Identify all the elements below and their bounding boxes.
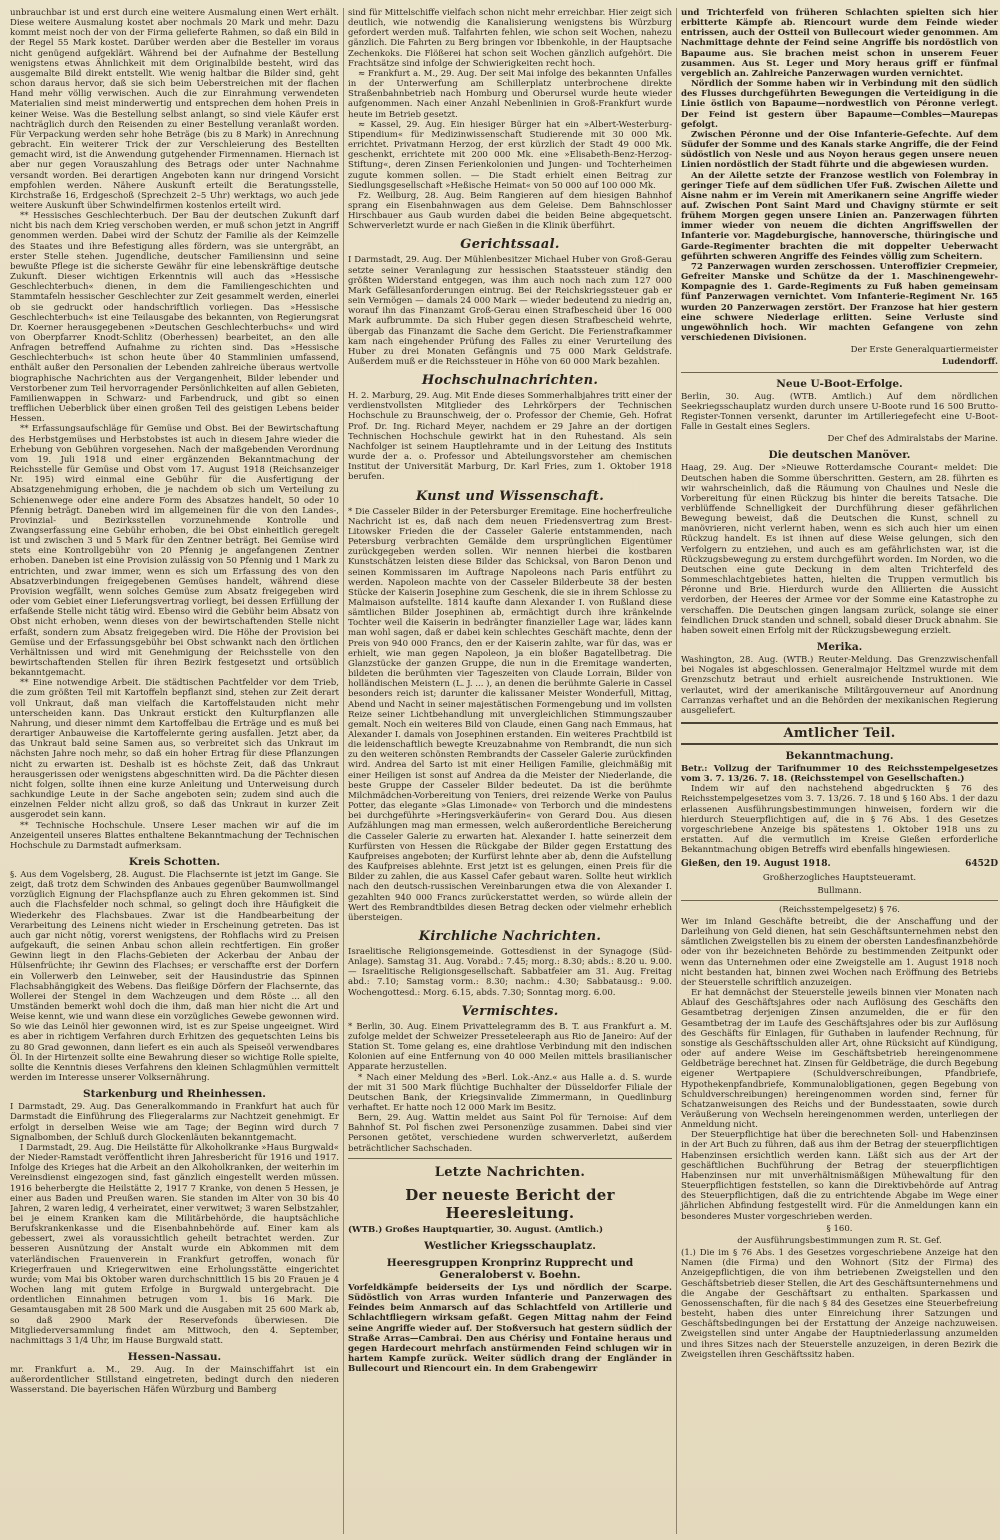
section-heading-starkenburg: Starkenburg und Rheinhessen. [83, 1088, 266, 1101]
article-technische-hochschule: ** Technische Hochschule. Unsere Leser machen wir auf die im Anzeigenteil unseres Blattes enthaltene Bekanntmachung der Technischen Hochschule zu Darmstadt aufmerksam. [10, 820, 339, 851]
subheading-westlicher-kriegsschauplatz: Westlicher Kriegsschauplatz. [424, 1239, 596, 1252]
section-heading-kunst: Kunst und Wissenschaft. [415, 488, 605, 504]
article-somme: Nördlich der Somme haben wir in Verbindung mit den südlich des Flusses durchgeführten Bewegungen die Verteidigung in die Linie östlich von Bapaume—nordwestlich von Péronne verlegt. Der Feind ist gestern über Bapaume—Combles—Maurepas gefolgt. [681, 79, 998, 130]
article-geschlechterbuch: ** Hessisches Geschlechterbuch. Der Bau der deutschen Zukunft darf nicht bis nach dem Krieg verschoben werden, er muß schon jetzt in Angriff genommen werden. Dabei wird der Schutz der Familie als der Keimzelle des Staates und ihre Befestigung alles fördern, was sie untergräbt, an erster Stelle stehen. Jugendliche, deutscher Familiensinn und seine bewußte Pflege ist die sicherste Gewähr für eine lebenskräftige deutsche Zukunft. Dieser wichtigen Erkenntnis will auch das »Hessische Geschlechterbuch« dienen, in dem die Familiengeschichten und Stammtafeln hessischer Geschlechter zur Zeit gesammelt werden, einerlei ob sie gedruckt oder handschriftlich vorliegen. Das »Hessische Geschlechterbuch« ist eine Teilausgabe des bekannten, von Regierungsrat Dr. Koerner herausgegebenen »Deutschen Geschlechterbuchs« und wird von Oberpfarrer Knodt-Schlitz (Oberhessen) bearbeitet, an den alle Anfragen betreffend Aufnahme zu richten sind. Das »Hessische Geschlechterbuch« ist schon heute über 40 Stammlinien umfassend, enthält außer den Personalien der Lebenden zahlreiche überaus wertvolle biographische Nachrichten aus der Vergangenheit, Bilder lebender und Verstorbener zum Teil hervorragender Persönlichkeiten auf allen Gebieten, Familienwappen in Schwarz- und Farbendruck, und gibt so einen trefflichen Ueberblick über einen großen Teil des geistigen Lebens beider Hessen. [10, 211, 339, 425]
article-frankfurt-mainschiffahrt: mr. Frankfurt a. M., 29. Aug. In der Mainschiffahrt ist ein außerordentlicher Stillstand eingetreten, bedingt durch den niederen Wasserstand. Die bayerischen Häfen Würzburg und Bamberg [10, 1365, 339, 1396]
article-darmstadt-fliegeralarm: I Darmstadt, 29. Aug. Das Generalkommando in Frankfurt hat auch für Darmstadt die Einführung des Fliegeralarms zur Nachtzeit genehmigt. Er erfolgt in derselben Weise wie am Tage; der Beginn wird durch 7 Signalbomben, der Schluß durch Glockenläuten bekanntgemacht. [10, 1102, 339, 1143]
heading-bekanntmachung: Bekanntmachung. [785, 749, 894, 762]
section-heading-merika: Merika. [816, 641, 863, 654]
notice-body: Indem wir auf den nachstehend abgedruckten § 76 des Reichsstempelgesetzes vom 3. 7. 13/26. 7. 18 und § 160 Abs. 1 der dazu erlassenen Ausführungsbestimmungen hinweisen, fordern wir die hierdurch Steuerpflichtigen auf, die in § 76 Abs. 1 des Gesetzes vorgeschriebene Anzeige bis spätestens 1. Oktober 1918 uns zu erstatten. Auf die vermutlich im Kreise Gießen erforderliche Bekanntmachung obigen Betreffs wird ebenfalls hingewiesen. [681, 784, 998, 856]
headline-heeresleitung: Der neueste Bericht der Heeresleitung. [405, 1185, 615, 1222]
notice-place-date: Gießen, den 19. August 1918. [681, 859, 831, 870]
divider [681, 900, 998, 901]
notice-number: 6452D [965, 859, 998, 870]
subheading-heeresgruppen: Heeresgruppen Kronprinz Rupprecht und Generaloberst v. Boehn. [386, 1256, 634, 1281]
law-subheading: der Ausführungsbestimmungen zum R. St. Gef. [737, 1235, 942, 1246]
signature-hauptsteueramt: Großherzogliches Hauptsteueramt. [762, 873, 917, 884]
section-heading-amtlicher-teil: Amtlicher Teil. [783, 725, 896, 741]
section-heading-manoever: Die deutschen Manöver. [768, 449, 911, 462]
column-middle [343, 8, 672, 1534]
notice-date-row [681, 859, 998, 869]
article-vogelsberg: §. Aus dem Vogelsberg, 28. August. Die Flachsernte ist jetzt im Gange. Sie zeigt, daß trotz dem Schwinden des Anbaues gegenüber Baumwollmangel vorzüglich Eignung der Flachspflanze auch zu Ehren gekommen ist. Sind auch die Flachsfelder noch schmal, so gelingt doch ihre Häufigkeit die Wiederkehr des Flachsbaues. Zwar ist die Handbearbeitung der Verarbeitung des Leinens nicht wieder in Erscheinung getreten. Das ist auch gar nicht nötig, vorerst wenigstens, der Rohflachs wird zu Preisen aufgekauft, die seinen Anbau schon allein rechtfertigen. Ein großer Gewinn liegt in den Flachs-Gebieten der Ackerbau der Anbau der Hülsenfrüchte; ihr Gewinn des Flachses; er verschaffte erst der Dorfern ein Vollerwerb den Leinweber, seit der Hausindustrie das Spinnen Flachsabhängigkeit des Webens. Das fleißige Dörfern der Flachsernte, das Wollerei der Stengel in dem Wachzeugen und dem Röste ... all den Umständen bemerkt wohl doch die ihm, daß man hier nicht die Art und Weise kennt, wie und wann diese ein vorzügliches Gewebe gewonnen wird. So wie das Leinöl hier gewonnen wird, ist es zur Speise ungeeignet. Wird es aber in richtigem Verfahren durch Erhitzen des gequetschten Leins bis zu 80 Grad gewonnen, dann liefert es ein auch als Speiseöl verwendbares Öl. In der Hirtenzeit sollte eine Bewahrung dieser so wichtige Rolle spielte, sollte die Kenntnis dieses Verfahrens den kleinen Schlagmühlen vermittelt werden im Interesse unserer Volksernährung. [10, 869, 339, 1084]
law-paragraph: Er hat demnächst der Steuerstelle jeweils binnen vier Monaten nach Ablauf des Geschäftsjahres oder nach Auflösung des Geschäfts den Gesamtbetrag derjenigen Zinsen anzumelden, die er für den Gesamtbetrag der im Laufe des Geschäftsjahres oder bis zur Auflösung des Geschäfts für Einlagen, für Guthaben in laufender Rechnung, für sonstige als Geschäftsschulden aller Art, ohne Rücksicht auf Kündigung, oder auf andere Weise im Geschäftsbetrieb hereingenommene Geldbeträge berechnet hat. Zinsen für Geldbeträge, die durch Begebung eigener Wertpapiere (Schuldverschreibungen, Pfandbriefe, Hypothekenpfandbriefe, Kommunalobligationen, gegen Begebung von Schuldverschreibungen) hereingenommen worden sind, ferner für Schatzanweisungen des Reichs und der Bundesstaaten, sowie durch Veräußerung von Wechseln hereingenommen werden, unterliegen der Anmeldung nicht. [681, 988, 998, 1131]
article-vorfeldkaempfe: Vorfeldkämpfe beiderseits der Lys und nördlich der Scarpe. Südöstlich von Arras wurden Infanterie und Panzerwagen des Feindes beim Anmarsch auf das Schlachtfeld von Artillerie und Schlachtfliegern wirksam gefaßt. Gegen Mittag nahm der Feind seine Angriffe wieder auf. Der Stoßversuch hat gestern südlich der Straße Arras—Cambrai. Den aus Chérisy und Fontaine heraus und gegen Hardecourt mehrfach anstürmenden Feind schlugen wir in hartem Kampfe zurück. Weiter südlich drang der Engländer in Bullecourt und Riencourt ein. In dem Grabengewirr [348, 1282, 672, 1375]
article-religionsgemeinde: Israelitische Religionsgemeinde. Gottesdienst in der Synagoge (Süd-Anlage). Samstag 31. Aug. Vorabd.: 7.45; morg.: 8.30; abds.: 8.20 u. 9.00. — Israelitische Religionsgesellschaft. Sabbatfeier am 31. Aug. Freitag abd.: 7.10; Samstag vorm.: 8.30; nachm.: 4.30; Sabbatausg.: 9.00. Wochengottesd.: Morg. 6.15, abds. 7.30; Sonntag morg. 6.00. [348, 946, 672, 998]
article-trichterfeld: und Trichterfeld von früheren Schlachten spielten sich hier erbitterte Kämpfe ab. Riencourt wurde dem Feinde wieder entrissen, auch der Ostteil von Bullecourt wieder genommen. Am Nachmittage dehnte der Feind seine Angriffe bis nordöstlich von Bapaume aus. Sie brachen meist schon in unserem Feuer zusammen. Aus St. Leger und Mory heraus griff er fünfmal vergeblich an. Zahlreiche Panzerwagen wurden vernichtet. [681, 8, 998, 79]
section-heading-kirchliche: Kirchliche Nachrichten. [418, 928, 602, 944]
article-weilburg: Fz. Weilburg, 28. Aug. Beim Rangieren auf dem hiesigen Bahnhof sprang ein Eisenbahnwagen aus dem Geleise. Dem Bahnschlosser Hirschbauer aus Gaub wurden dabei die beiden Beine abgequetscht. Schwerverletzt wurde er nach Gießen in die Klinik überführt. [348, 190, 672, 232]
signature-admiralstab: Der Chef des Admiralstabs der Marine. [827, 434, 998, 445]
section-heading-hochschulnachrichten: Hochschulnachrichten. [421, 373, 599, 389]
article-gericht-huber: I Darmstadt, 29. Aug. Der Mühlenbesitzer Michael Huber von Groß-Gerau setzte seiner Veranlagung zur hessischen Staatssteuer ständig den größten Widerstand entgegen, was ihm auch noch nach zum 127 000 Mark Gefällesanforderungen eintrug. Bei der Reichskriegssteuer gab er sein Vermögen — damals 24 000 Mark — wieder bedeutend zu niedrig an, worauf ihn das Finanzamt Groß-Gerau einen Strafbescheid über 16 000 Mark aufbrummte. Da sich Huber gegen diesen Strafbescheid wehrte, übergab das Finanzamt die Sache dem Gericht. Die Ferienstrafkammer kam nach eingehender Prüfung des Falles zu einer Verurteilung des Huber zu drei Monaten Gefängnis und 75 000 Mark Geldstrafe. Außerdem muß er die Reichssteuer in Höhe von 60 000 Mark bezahlen. [348, 255, 672, 367]
law-heading-160: § 160. [826, 1223, 853, 1234]
law-paragraph: Der Steuerpflichtige hat über die berechneten Soll- und Habenzinsen in der Art Buch zu führen, daß aus ihm der Betrag der steuerpflichtigen Habenzinsen ersichtlich werden kann. Läßt sich aus der Art der geschäftlichen Buchführung der Betrag der steuerpflichtigen Habenzinsen nur mit unverhältnismäßigen Mühewaltung für den Steuerpflichtigen feststellen, so kann die Direktivbehörde auf Antrag des Steuerpflichtigen, daß die zu entrichtende Abgabe im Wege einer jährlichen Abfindung festgestellt wird. Für die Anmeldungen kann ein besonderes Muster vorgeschrieben werden. [681, 1130, 998, 1222]
article-halle: * Nach einer Meldung des »Berl. Lok.-Anz.« aus Halle a. d. S. wurde der mit 31 500 Mark flüchtige Buchhalter der Düsseldorfer Filiale der Deutschen Bank, der Kriegsinvalide Zimmermann, in Quedlinburg verhaftet. Er hatte noch 12 000 Mark im Besitz. [348, 1072, 672, 1113]
article-washington: Washington, 28. Aug. (WTB.) Reuter-Meldung. Das Grenzzwischenfall bei Nogales ist abgeschlossen. Generalmajor Heltzmel wurde mit dem Grenzschutz betraut und erhielt ausreichende Instruktionen. Wie verlautet, wird der amerikanische Militärgouverneur auf Anordnung Carranzas verhaftet und an die Behörden der mexikanischen Regierung ausgeliefert. [681, 655, 998, 716]
signature-bullmann: Bullmann. [817, 885, 862, 896]
amtlicher-teil-banner [681, 722, 998, 745]
article-notwendige-arbeit: ** Eine notwendige Arbeit. Die städtischen Pachtfelder vor dem Trieb, die zum größten Teil mit Kartoffeln bepflanzt sind, stehen zur Zeit derart voll Unkraut, daß man vielfach die Kartoffelstauden nicht mehr unterscheiden kann. Das Unkraut erstickt den Kulturpflanzen alle Nahrung, und dieser nimmt dem Kartoffelbau die Erträge und es muß bei derartiger Anbauweise die Kartoffelernte gering ausfallen. Jetzt aber, da das Unkraut bald seine Samen aus, so verbreitet sich das Unkraut im nächsten Jahre noch mehr, so daß ein hoher Ertrag für diese Pflanzungen nicht zu erwarten ist. Deshalb ist es höchste Zeit, daß das Unkraut herausgerissen oder wenigstens abgeschnitten wird. Da die Pächter diesen nicht folgen, sollte ihnen eine kurze Anleitung und Unterweisung durch sachkundige Leute in der Sache angeboten sein; zudem sind auch die einzelnen Felder nicht allzu groß, so daß das Unkraut in kurzer Zeit ausgerodet sein kann. [10, 678, 339, 821]
article-paragraph: unbrauchbar ist und erst durch eine weitere Ausmalung einen Wert erhält. Diese weitere Ausmalung kostet aber nochmals 20 Mark und mehr. Dazu kommt meist noch der von der Firma gelieferte Rahmen, so daß ein Bild in der Regel 55 Mark kostet. Darüber werden aber die Besteller im voraus nicht genügend aufgeklärt. Während bei der Aufnahme der Bestellung wenigstens etwas Ähnlichkeit mit dem Originalbilde besteht, wird das ausgemalte Bild direkt entstellt. Wie wenig haltbar die Bilder sind, geht schon daraus hervor, daß sie sich beim Ueberstreichen mit der flachen Hand mehr völlig verwischen. Auch die zur Einrahmung verwendeten Materialien sind meist minderwertig und entsprechen dem hohen Preis in keiner Weise. Was die Bestellung selbst anlangt, so sind viele Käufer erst nachträglich durch den Reisenden zu einer Bestellung veranlaßt worden. Für Verpackung werden sehr hohe Beträge (bis zu 8 Mark) in Anrechnung gebracht. Ein weiterer Trick der zur Verschleierung des Bestellten gemacht wird, ist die Anwendung gutgehender Firmennamen. Hiernach ist aber nur gegen Vorauszahlung des Betrags oder unter Nachnahme versandt worden. Bei derartigen Angeboten kann nur dringend Vorsicht empfohlen werden. Nähere Auskunft erteilt die Beratungsstelle, Kirchstraße 16, Erdgeschoß (Sprechzeit 2–5 Uhr) werktags, wo auch jede weitere Auskunft über Schwindelfirmen kostenlos erteilt wird. [10, 8, 339, 211]
signature-generalquartiermeister: Der Erste Generalquartiermeister [850, 345, 998, 356]
article-paragraph: sind für Mittelschiffe vielfach schon nicht mehr erreichbar. Hier zeigt sich deutlich, wie notwendig die Kanalisierung wenigstens bis Würzburg gefordert werden muß. Talfahrten fehlen, wie schon seit Wochen, nahezu gänzlich. Die Fahrten zu Berg bringen vor Ibbenkohle, in der Hauptsache Zechenkoks. Die Flößerei hat schon seit Wochen gänzlich aufgehört. Die Frachtsätze sind infolge der Schwierigkeiten recht hoch. [348, 8, 672, 69]
article-panzerwagen: 72 Panzerwagen wurden zerschossen. Unteroffizier Crepmeier, Gefreiter Manske und Schütze da der 1. Maschinengewehr-Kompagnie des 1. Garde-Regiments zu Fuß haben gemeinsam fünf Panzerwagen vernichtet. Vom Infanterie-Regiment Nr. 165 wurden 20 Panzerwagen zerstört. Der Franzose hat hier gestern eine schwere Niederlage erlitten. Seine Verluste sind ungewöhnlich hoch. Wir machten Gefangene von zehn verschiedenen Divisionen. [681, 261, 998, 343]
section-heading-u-boot: Neue U-Boot-Erfolge. [776, 377, 903, 390]
article-frankfurt-strassenbahn: ≈ Frankfurt a. M., 29. Aug. Der seit Mai infolge des bekannten Unfalles in der Unterwerfung am Schillerplatz unterbrochene direkte Straßenbahnbetrieb nach Homburg und Oberursel wurde heute wieder aufgenommen. Nach einer Anzahl Nebenlinien in Groß-Frankfurt wurde heute im Betrieb gesetzt. [348, 68, 672, 120]
article-darmstadt-burgwald: I Darmstadt, 29. Aug. Die Heilstätte für Alkoholkranke »Haus Burgwald« der Nieder-Ramstadt veröffentlicht ihren Jahresbericht für 1916 und 1917. Infolge des Krieges hat die Arbeit an den Alkoholkranken, der weiterhin im Vereinsdienst eingezogen sind, fast gänzlich eingestellt werden müssen. 1916 beherbergte die Heilstätte 2, 1917 7 Kranke, von denen 5 Hessen, je einer aus Baden und Preußen waren. Sie standen im Alter von 30 bis 40 Jahren, 2 waren ledig, 4 verheiratet, einer verwitwet; 3 waren Selbstzahler, bei je einem Kranken kam die Militärbehörde, die hauptsächliche Berufskrankenkasse und die Eisenbahnbehörde auf. Einer kam als gebessert, zwei als voraussichtlich geheilt betrachtet werden. Zur besseren Ausnützung der Anstalt wurde ein Abkommen mit dem vaterländischen Frauenverein in Frankfurt getroffen, wonach für Kriegerfrauen und Kriegerwitwen eine Erholungsstätte eingerichtet wurde; vom Mai bis Oktober waren durchschnittlich 15 bis 20 Frauen je 4 Wochen lang mit gutem Erfolge in Burgwald untergebracht. Die ordentlichen Einnahmen betrugen vom 1. bis 16 Mark. Die Gesamtausgaben mit 28 500 Mark und die Ausgaben mit 25 600 Mark ab, so daß 2900 Mark der Reservefonds überwiesen. Die Mitgliederversammlung findet am Mittwoch, den 4. September, nachmittags 3 1/4 Uhr, im Hause Burgwald statt. [10, 1142, 339, 1346]
article-bern: Bern, 29. Aug. Wattin meldet aus Saint Pol für Ternoise: Auf dem Bahnhof St. Pol fischen zwei Personenzüge zusammen. Dabei sind vier Personen getötet, verschiedene wurden schwerverletzt, außerdem beträchtlicher Sachschaden. [348, 1113, 672, 1154]
section-heading-vermischtes: Vermischtes. [461, 1003, 559, 1019]
law-heading-76: (Reichsstempelgesetz) § 76. [778, 904, 901, 915]
article-ailette: An der Ailette setzte der Franzose westlich von Folembray in geringer Tiefe auf dem südlichen Ufer Fuß. Zwischen Ailette und Aisne nahm er im Verein mit Amerikanern seine Angriffe wieder auf. Zwischen Pont Saint Mard und Chavigny stürmte er seit frühem Morgen gegen unsere Linien an. Panzerwagen führten immer wieder von neuem die dichten Angriffswellen der Infanterie vor. Magdeburgische, hannoversche, thüringische und Garde-Regimenter brachten die mit doppelter Ueberwacht geführten schweren Angriffe des Feindes völlig zum Scheitern. [681, 170, 998, 262]
law-paragraph: Wer im Inland Geschäfte betreibt, die der Anschaffung und der Darleihung von Geld dienen, hat sein Geschäftsunternehmen nebst den sämtlichen Zweigstellen bis zu einem der obersten Landesfinanzbehörde oder von ihr bezeichneten Behörde zu bestimmenden Zeitpunkt oder wenn das Unternehmen oder eine Zweigstelle am 1. August 1918 noch nicht bestanden hat, binnen zwei Wochen nach Eröffnung des Betriebs der Steuerstelle schriftlich anzuzeigen. [681, 917, 998, 988]
section-heading-kreis-schotten: Kreis Schotten. [128, 855, 221, 868]
notice-subject: Betr.: Vollzug der Tarifnummer 10 des Reichsstempelgesetzes vom 3. 7. 13/26. 7. 18. (Reichsstempel von Gesellschaften.) [681, 763, 998, 785]
divider [348, 1158, 672, 1159]
signature-ludendorff: Ludendorff. [941, 357, 998, 368]
section-heading-hessen-nassau: Hessen-Nassau. [127, 1351, 222, 1363]
article-erfassungsaufschlaege: ** Erfassungsaufschläge für Gemüse und Obst. Bei der Bewirtschaftung des Herbstgemüses und Herbstobstes ist auch in diesem Jahre wieder die Erhebung von Gebühren vorgesehen. Nach der maßgebenden Verordnung vom 19. Juli 1918 und einer ergänzenden Bekanntmachung der Reichsstelle für Gemüse und Obst vom 17. August 1918 (Reichsanzeiger Nr. 195) wird einmal eine Gebühr für die Ausfertigung der Absatzgenehmigung erhoben, die je nachdem ob sich um Verteilung zu Schienenwege oder eine andere Form des Absatzes handelt, 50 oder 10 Pfennig beträgt. Daneben wird im allgemeinen für die von den Landes-, Provinzial- und Bezirksstellen vorzunehmende Kontrolle und Zwangserfassung eine Gebühr erhoben, die bei Obst einheitlich geregelt ist und zwischen 3 und 5 Mark für den Zentner beträgt. Bei Gemüse wird stets eine Kontrollgebühr von 20 Pfennig je angefangenen Zentner erhoben. Daneben ist eine Provision zulässig von 50 Pfennig und 1 Mark zu entrichten, und zwar immer, wenn es sich um Erfassung des von den Absatzverbindungen freigegebenen Gemüses handelt, während diese Provision wegfällt, wenn solches Gemüse zum Absatz freigegeben wird oder vom Gebiet einer Lieferungsvertrag vorliegt, bei dessen Erfüllung der erfaßende Stelle nicht tätig wird. Ebenso wird die Gebühr beim Absatz von Obst nicht erhoben, wenn dieses von der bewirtschaftenden Stelle nicht erfaßt, sondern zum Absatz freigegeben wird. Die Höhe der Provision bei Gemüse und der Erfassungsgebühr bei Obst schwankt nach den örtlichen Verhältnissen und wird mit Genehmigung der Reichsstelle von den bewirtschaftenden Stellen für ihren Bezirk festgesetzt und ortsüblich bekanntgemacht. [10, 424, 339, 679]
article-casseler-bilder: * Die Casseler Bilder in der Petersburger Eremitage. Eine hocherfreuliche Nachricht ist es, daß nach dem neuen Friedensvertrag zum Brest-Litowsker Frieden die der Casseler Galerie entstammenden, nach Petersburg verbrachten Gemälde dem ursprünglichen Eigentümer zurückgegeben werden sollen. Wir nennen hierbei die kostbaren Kunstschätzen leisten diese Bilder das Schicksal, von Baron Denon und seinen Kommissaren im Auftrage Napoleons nach Paris entführt zu werden. Napoleon machte von der Casseler Bilderbeute 38 der besten Stücke der Kaiserin Josephine zum Geschenk, die sie in ihrem Schlosse zu Malmaison aufstellte. 1814 kaufte dann Alexander I. von Rußland diese sämtlichen Bilder Josephinen ab, ermächtigt durch ihre kränkelnde Tochter weil die Kaiserin in bedrängter finanzieller Lage war, lädes kann man wohl sagen, daß er dabei kein schlechtes Geschäft machte, denn der Preis von 940 000 Francs, den er der Kaiserin zahlte, war für das, was er erhielt, wie man gegen Napoleon, ja ein bloßer Bagatellbetrag. Die Glanzstücke der ganzen Gruppe, die nun in die Eremitage wanderten, bildeten die berühmten vier Tageszeiten von Claude Lorrain, Bilder von holländischen Meistern (L. J. ... ), an denen die berühmte Galerie in Cassel besonders reich ist; darunter die kalissaner Meister Wonderfull, Mittag, Abend und Nacht in seiner majestätischen Formengebung und im vollsten Reize seiner Lichtbehandlung mit unvergleichlichen Stimmungszauber gemalt. Noch ein weiteres Bild von Claude, einen Gang nach Emmaus, hat Alexander I. damals von Josephinen erstanden. Ein weiteres Prachtbild ist die leidenschaftlich bewegte Kreuzabnahme von Rembrandt, die nun sich zu den weiteren schönsten Rembrandts der Casseler Galerie zurückfinden wird. Andrea del Sarto ist mit einer Heiligen Familie, gleichmäßig mit einer Heiligen ist sonst auf Andrea da die Meister der Niederlande, die beste Gruppe der Casseler Bilder bedeutet. Da ist die berühmte Milchmädchen-Vorbereitung von Teniers, drei reizende Werke von Paulus Potter, das elegante »Glas Limonade« von Terborch und die mindestens bei durchgeführte »Heringsverkäuferin« von Gerard Dou. Aus diesen Aufzählungen mag man ermessen, welch außerordentliche Bereicherung die Casseler Galerie zu erwarten hat. Alexander I. hatte seinerzeit dem Kurfürsten von Hessen die Rückgabe der Bilder gegen Erstattung des Kaufpreises angeboten; der Kurfürst lehnte aber ab, denn die Aufstellung des Kaufpreises ablehnte. Erst jetzt ist es gelungen, einen Preis für die Bilder zu zahlen, die aus Kassel Cafer gebaut waren. Sollte heut wirklich nach den deutsch-russischen Vereinbarungen etwa die von Alexander I. gezahlten 940 000 Francs zurückerstattet werden, so würde allein der Wert des Rembrandtbildes diesen Betrag decken oder vielmehr erheblich übersteigen. [348, 506, 672, 923]
article-peronne-oise: Zwischen Péronne und der Oise Infanterie-Gefechte. Auf dem Südufer der Somme und des Kanals starke Angriffe, die der Feind südöstlich von Nesle und aus Noyon heraus gegen unsere neuen Linien nordöstlich der Stadt führte und die abgewiesen wurden. [681, 129, 998, 171]
article-berlin-telegramm: * Berlin, 30. Aug. Einem Privattelegramm des B. T. aus Frankfurt a. M. zufolge meldet der Schweizer Presseteleeraph aus Rio de Janeiro: Auf der Station St. Tome gelang es, eine drahtlose Verbindung mit den indischen Kolonien auf eine Entfernung von 40 000 Meilen mittels brasilianischer Apparate herzustellen. [348, 1021, 672, 1073]
article-kassel: ≈ Kassel, 29. Aug. Ein hiesiger Bürger hat ein »Albert-Westerburg-Stipendium« für Medizinwissenschaft Studierende mit 30 000 Mk. errichtet. Privatmann Herzog, der erst kürzlich der Stadt 49 000 Mk. geschenkt, errichtete mit 200 000 Mk. eine »Elisabeth-Benz-Herzog-Stiftung«, deren Zinsen Ferienkolonien und Jungen- und Tochterheimen zugute kommen sollen. — Die Stadt erhielt einen Beitrag zur Siedlungsgesellschaft »Heßische Heimat« von 50 000 auf 100 000 Mk. [348, 119, 672, 191]
law-paragraph: (1.) Die im § 76 Abs. 1 des Gesetzes vorgeschriebene Anzeige hat den Namen (die Firma) und den Wohnort (Sitz der Firma) des Anzeigepflichtigen, die von ihm betriebenen Zweigstellen und den Geschäftsbetrieb dieser Stellen, die Art des Geschäftsunternehmens und die Angabe der Geschäftsart zu enthalten. Sparkassen und Genossenschaften, für die nach § 84 des Gesetzes eine Steuerbefreiung besteht, haben dies unter Einreichung ihrer Satzungen und Geschäftsbedingungen bei der Erstattung der Anzeige nachzuweisen. Zweigstellen sind unter Angabe der Hauptniederlassung anzumelden und ihres Sitzes nach der Steuerstelle anzuzeigen, in deren Bezirk die Zweigstellen ihren Geschäftssitz haben. [681, 1248, 998, 1360]
article-marburg: H. 2. Marburg, 29. Aug. Mit Ende dieses Sommerhalbjahres tritt einer der verdienstvollsten Mitglieder des Lehrkörpers der Technischen Hochschule zu Braunschweig, der o. Professor der Chemie, Geh. Hofrat Prof. Dr. Ing. Richard Meyer, nachdem er 29 Jahre an der dortigen Technischen Hochschule gewirkt hat in den Ruhestand. Als sein Nachfolger ist seinem Hauptlehramte und in der Leitung des Instituts wurde der a. o. Professor und Abteilungsvorsteher am chemischen Institut der Universität Marburg, Dr. Karl Fries, zum 1. Oktober 1918 berufen. [348, 391, 672, 483]
column-right [676, 8, 998, 1534]
section-heading-letzte-nachrichten: Letzte Nachrichten. [434, 1164, 586, 1180]
article-u-boot: Berlin, 30. Aug. (WTB. Amtlich.) Auf dem nördlichen Seekriegsschauplatz wurden durch unsere U-Boote rund 16 500 Brutto-Register-Tonnen versenkt, darunter im Artilleriegefecht eine U-Boot-Falle in Gestalt eines Seglers. [681, 391, 998, 433]
article-haag: Haag, 29. Aug. Der »Nieuwe Rotterdamsche Courant« meldet: Die Deutschen haben die Somme überschritten. Gestern, am 28. führten es wir wahrscheinlich, daß die Räumung von Chaulnes und Nesle die Vorbereitung für einen Rückzug bis hinter die bereits Tatsache. Die verblüffende Schnelligkeit der Durchführung dieser gefährlichen Bewegung beweist, daß die Deutschen die Kunst, schnell zu manövrieren, nicht verlernt haben, wenn es sich auch hier um einen Rückzug handelt. Es ist ihnen auf diese Weise gelungen, sich den Verfolgern zu entziehen, und auch es am gefährlichsten war, ist die Rückzugsbewegung zu erstem durchgeführt worden. Im Norden, wo die Deutschen eine gute Deckung in dem alten Trichterfeld des Sommeschlachtgebietes hatten, hielten die Truppen vermutlich bis Péronne und Brie. Hierdurch wurde den Alliierten die Aussicht verdorben, der Heeres der Armee vor der Somme eine Katastrophe zu verschaffen. Die Deutschen gingen langsam zurück, solange sie einer feindlichen Druck standen und schnell, sobald dieser Druck abnahm. Sie haben soweit einen Erfolg mit der Rückzugsbewegung erzielt. [681, 463, 998, 636]
divider [681, 372, 998, 373]
dateline-hauptquartier: (WTB.) Großes Hauptquartier, 30. August. (Amtlich.) [348, 1224, 604, 1235]
column-left [10, 8, 339, 1534]
section-heading-gerichtssaal: Gerichtssaal. [460, 237, 560, 253]
